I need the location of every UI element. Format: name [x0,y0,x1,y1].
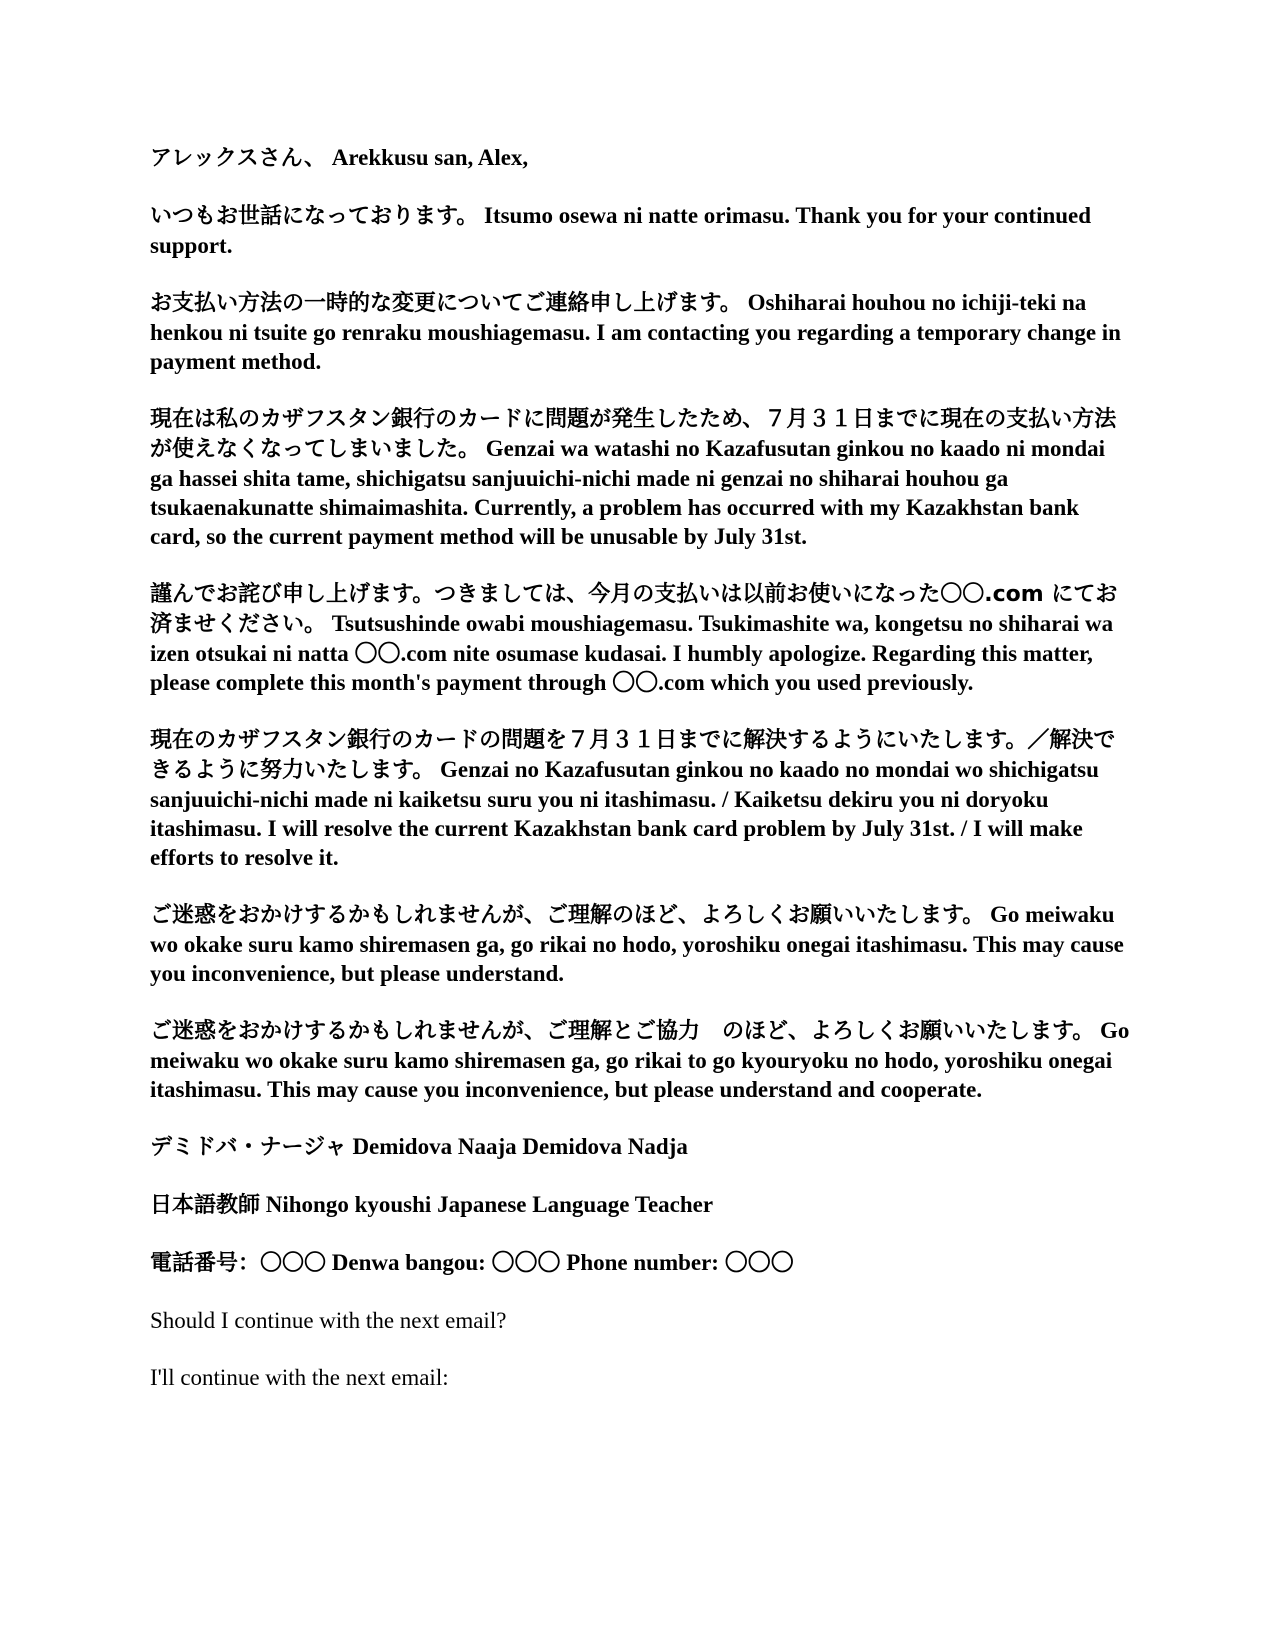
closing-question: Should I continue with the next email? [150,1308,507,1333]
romaji-english-text: Itsumo osewa ni natte orimasu. Thank you for your continued support. [150,203,1092,258]
problem-paragraph [150,404,1130,551]
japanese-text: ご迷惑をおかけするかもしれませんが、ご理解のほど、よろしくお願いいたします。 [150,903,985,928]
romaji-english-text: Arekkusu san, Alex, [331,145,529,170]
romaji-english-text: Nihongo kyoushi Japanese Language Teacher [265,1192,714,1217]
japanese-text: デミドバ・ナージャ [150,1135,347,1160]
opening-paragraph [150,201,1130,260]
japanese-text: お支払い方法の一時的な変更についてご連絡申し上げます。 [150,291,742,316]
japanese-text: 日本語教師 [150,1193,261,1218]
signature-name [150,1132,1130,1162]
japanese-text: 現在のカザフスタン銀行のカードの問題を７月３１日までに解決するようにいたします。／解決できるように努力いたします。 [150,728,1116,783]
romaji-english-text: Oshiharai houhou no ichiji-teki na henkou ni tsuite go renraku moushiagemasu. I am contacting you regarding a temporary change in payment method. [150,290,1121,374]
cooperation-paragraph [150,1016,1130,1104]
signature-phone [150,1248,1130,1278]
signature-title [150,1190,1130,1220]
romaji-english-text: Go meiwaku wo okake suru kamo shiremasen ga, go rikai to go kyouryoku no hodo, yoroshiku onegai itashimasu. This may cause you inconvenience, but please understand and cooperate. [150,1018,1130,1102]
apology-paragraph [150,579,1130,697]
japanese-text: 現在は私のカザフスタン銀行のカードに問題が発生したため、７月３１日までに現在の支払い方法が使えなくなってしまいました。 [150,407,1117,462]
purpose-paragraph [150,288,1130,376]
understanding-paragraph [150,900,1130,988]
romaji-english-text: Denwa bangou: 〇〇〇 Phone number: 〇〇〇 [331,1250,794,1275]
document-page [150,143,1130,1420]
japanese-text: 謹んでお詫び申し上げます。つきましては、今月の支払いは以前お使いになった〇〇.com にてお済ませください。 [150,582,1118,637]
romaji-english-text: Go meiwaku wo okake suru kamo shiremasen ga, go rikai no hodo, yoroshiku onegai itashimasu. This may cause you inconvenience, but please understand. [150,902,1124,986]
greeting-paragraph [150,143,1130,173]
japanese-text: 電話番号：〇〇〇 [150,1251,327,1276]
japanese-text: アレックスさん、 [150,146,327,171]
romaji-english-text: Demidova Naaja Demidova Nadja [352,1134,688,1159]
closing-statement: I'll continue with the next email: [150,1365,449,1390]
romaji-english-text: Genzai wa watashi no Kazafusutan ginkou no kaado ni mondai ga hassei shita tame, shichigatsu sanjuuichi-nichi made ni genzai no shiharai houhou ga tsukaenakunatte shimaimashita. Currently, a problem has occurred with my Kazakhstan bank card, so the current payment method will be unusable by July 31st. [150,436,1106,549]
resolution-paragraph [150,725,1130,872]
japanese-text: いつもお世話になっております。 [150,204,479,229]
japanese-text: ご迷惑をおかけするかもしれませんが、ご理解とご協力 のほど、よろしくお願いいたします。 [150,1019,1095,1044]
romaji-english-text: Genzai no Kazafusutan ginkou no kaado no mondai wo shichigatsu sanjuuichi-nichi made ni kaiketsu suru you ni itashimasu. / Kaiketsu dekiru you ni doryoku itashimasu. I will resolve the current Kazakhstan bank card problem by July 31st. / I will make efforts to resolve it. [150,757,1099,870]
romaji-english-text: Tsutsushinde owabi moushiagemasu. Tsukimashite wa, kongetsu no shiharai wa izen otsukai ni natta 〇〇.com nite osumase kudasai. I humbly apologize. Regarding this matter, please complete this month's payment through 〇〇.com which you used previously. [150,611,1114,695]
